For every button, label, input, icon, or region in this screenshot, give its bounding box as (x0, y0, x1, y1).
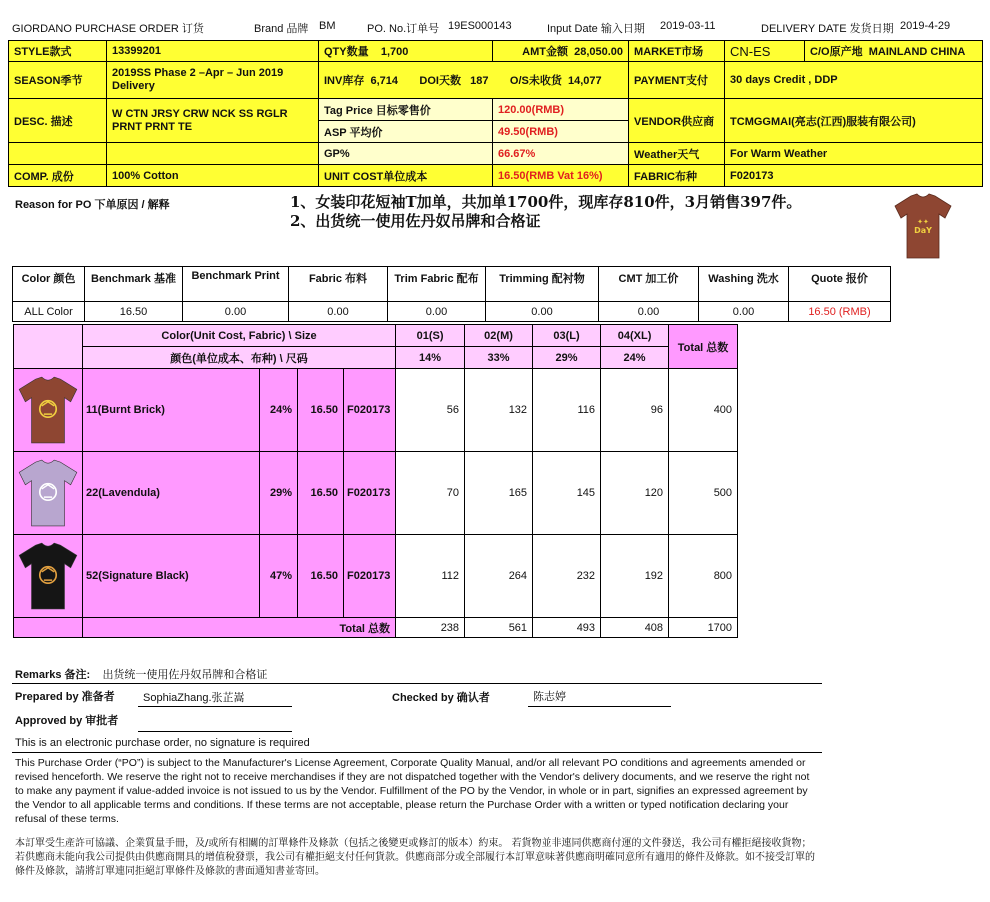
po-header (12, 20, 982, 36)
qty-xl: 192 (601, 535, 669, 618)
po-title: GIORDANO PURCHASE ORDER 订货 (12, 23, 204, 35)
remarks (15, 666, 267, 682)
color-name: 22(Lavendula) (83, 452, 260, 535)
desc-label: DESC. 描述 (9, 99, 107, 143)
qty-s: 70 (396, 452, 465, 535)
tshirt-image (16, 458, 80, 528)
terms-chinese: 本訂單受生產許可協議、企業質量手冊，及/或所有相關的訂單條件及條款（包括之後變更或修訂的版本）約束。 若貨物並非連同供應商付運的文件發送，我公司有權拒絕接收貨物；若供應商未能向我公司提供由供應商開具的增值稅發票，我公司有權拒絕支付任何貨款。供應商部分或全部履行本訂單意味著供應商明確同意所有適用的條件及條款。如不接受訂單的條件及條款，請將訂單連同拒絕訂單條件及條款的書面通知書並寄回。 (15, 838, 815, 877)
reason-notes (290, 193, 801, 231)
qty-m: 165 (465, 452, 533, 535)
season-value: 2019SS Phase 2 –Apr – Jun 2019 Delivery (107, 62, 319, 99)
input-date-label: Input Date 输入日期 (547, 23, 645, 35)
total-header: Total 总数 (669, 325, 738, 369)
fabric-value: F020173 (725, 165, 983, 187)
costing-header-2: Benchmark Print (183, 267, 289, 302)
color-row (14, 369, 738, 452)
qty-l: 116 (533, 369, 601, 452)
costing-value-7: 0.00 (699, 302, 789, 322)
delivery-date-label: DELIVERY DATE 发货日期 (761, 23, 894, 35)
inventory-cell (319, 62, 629, 99)
qty-s: 112 (396, 535, 465, 618)
season-label: SEASON季节 (9, 62, 107, 99)
qty-l: 232 (533, 535, 601, 618)
costing-header-8: Quote 报价 (789, 267, 891, 302)
size-head-line2: 颜色(单位成本、布种) \ 尺码 (83, 347, 396, 369)
checked-value: 陈志婷 (533, 691, 566, 703)
approved-signature-line (138, 731, 292, 732)
delivery-date: 2019-4-29 (900, 20, 951, 32)
divider (12, 752, 822, 753)
input-date: 2019-03-11 (660, 20, 716, 32)
brand-label: Brand 品牌 (254, 23, 309, 35)
size-name-l: 03(L) (533, 325, 601, 347)
size-pct-l: 29% (533, 347, 601, 369)
color-row (14, 535, 738, 618)
color-row (14, 452, 738, 535)
grand-total-row (14, 618, 738, 638)
costing-value-8: 16.50 (RMB) (789, 302, 891, 322)
weather-label: Weather天气 (629, 143, 725, 165)
costing-value-1: 16.50 (85, 302, 183, 322)
qty-cell (319, 41, 493, 62)
market-value: CN-ES (725, 41, 805, 62)
comp-value: 100% Cotton (107, 165, 319, 187)
size-name-m: 02(M) (465, 325, 533, 347)
origin-value: MAINLAND CHINA (868, 46, 966, 58)
doi-label: DOI天数 (419, 75, 461, 87)
qty-m: 132 (465, 369, 533, 452)
origin-label: C/O原产地 (810, 46, 863, 58)
costing-header-3: Fabric 布料 (289, 267, 388, 302)
remarks-label: Remarks 备注: (15, 669, 91, 681)
costing-value-0: ALL Color (13, 302, 85, 322)
tag-price-value: 120.00(RMB) (493, 99, 629, 121)
costing-header-5: Trimming 配衬物 (486, 267, 599, 302)
color-total: 800 (669, 535, 738, 618)
inv-value: 6,714 (370, 75, 398, 87)
color-name: 11(Burnt Brick) (83, 369, 260, 452)
payment-value: 30 days Credit , DDP (725, 62, 983, 99)
asp-label: ASP 平均价 (319, 121, 493, 143)
prepared-label: Prepared by 准备者 (15, 691, 115, 703)
costing-value-6: 0.00 (599, 302, 699, 322)
reason-label: Reason for PO 下单原因 / 解释 (15, 199, 170, 211)
costing-value-row (13, 302, 891, 322)
grand-total-l: 493 (533, 618, 601, 638)
grand-total-all: 1700 (669, 618, 738, 638)
color-fabric: F020173 (344, 452, 396, 535)
color-thumb-cell (14, 369, 83, 452)
thumb-header (14, 325, 83, 369)
po-number-label: PO. No.订单号 (367, 23, 440, 35)
desc-value: W CTN JRSY CRW NCK SS RGLR PRNT PRNT TE (107, 99, 319, 143)
unit-cost-value: 16.50(RMB Vat 16%) (493, 165, 629, 187)
grand-total-s: 238 (396, 618, 465, 638)
size-head-line1: Color(Unit Cost, Fabric) \ Size (83, 325, 396, 347)
doi-value: 187 (470, 75, 489, 87)
color-total: 400 (669, 369, 738, 452)
os-label: O/S未收货 (509, 75, 562, 87)
grand-total-xl: 408 (601, 618, 669, 638)
electronic-note: This is an electronic purchase order, no signature is required (15, 737, 310, 749)
tag-price-label: Tag Price 目标零售价 (319, 99, 493, 121)
amt-label: AMT金额 (522, 46, 568, 58)
color-fabric: F020173 (344, 369, 396, 452)
tshirt-image (893, 192, 953, 260)
empty-cell (107, 143, 319, 165)
grand-thumb-cell (14, 618, 83, 638)
size-name-s: 01(S) (396, 325, 465, 347)
comp-label: COMP. 成份 (9, 165, 107, 187)
qty-value: 1,700 (380, 46, 409, 58)
size-pct-m: 33% (465, 347, 533, 369)
size-pct-s: 14% (396, 347, 465, 369)
market-label: MARKET市场 (629, 41, 725, 62)
fabric-label: FABRIC布种 (629, 165, 725, 187)
costing-header-0: Color 颜色 (13, 267, 85, 302)
costing-header-7: Washing 洗水 (699, 267, 789, 302)
empty-cell (9, 143, 107, 165)
color-total: 500 (669, 452, 738, 535)
po-info-table (8, 40, 983, 187)
costing-value-2: 0.00 (183, 302, 289, 322)
vendor-label: VENDOR供应商 (629, 99, 725, 143)
asp-value: 49.50(RMB) (493, 121, 629, 143)
color-percent: 29% (260, 452, 298, 535)
amt-value: 28,050.00 (574, 46, 624, 58)
qty-xl: 96 (601, 369, 669, 452)
color-thumb-cell (14, 535, 83, 618)
costing-value-3: 0.00 (289, 302, 388, 322)
divider (12, 683, 822, 684)
checked-signature-line (528, 706, 671, 707)
qty-s: 56 (396, 369, 465, 452)
costing-header-6: CMT 加工价 (599, 267, 699, 302)
reason-line-1: 1、女装印花短袖T加单，共加单1700件，现库存810件，3月销售397件。 (290, 193, 802, 211)
color-percent: 24% (260, 369, 298, 452)
costing-header-1: Benchmark 基准 (85, 267, 183, 302)
size-pct-xl: 24% (601, 347, 669, 369)
inv-label: INV库存 (324, 75, 365, 87)
style-value: 13399201 (107, 41, 319, 62)
qty-xl: 120 (601, 452, 669, 535)
po-number: 19ES000143 (448, 20, 512, 32)
svg-text:DaY: DaY (914, 226, 932, 235)
costing-value-4: 0.00 (388, 302, 486, 322)
costing-header-row (13, 267, 891, 302)
reason-line-2: 2、出货统一使用佐丹奴吊牌和合格证 (290, 212, 541, 230)
approved-label: Approved by 审批者 (15, 715, 119, 727)
color-thumb-cell (14, 452, 83, 535)
color-name: 52(Signature Black) (83, 535, 260, 618)
grand-total-label: Total 总数 (83, 618, 396, 638)
gp-label: GP% (319, 143, 493, 165)
payment-label: PAYMENT支付 (629, 62, 725, 99)
remarks-value: 出货统一使用佐丹奴吊牌和合格证 (102, 669, 268, 681)
product-thumbnail (893, 192, 953, 260)
style-label: STYLE款式 (9, 41, 107, 62)
terms-english: This Purchase Order (“PO”) is subject to the Manufacturer's License Agreement, Corporate Quality Manual, and/or all relevant PO conditions and agreements amended or revised henceforth. We reserve the right not to receive merchandises if they are not dispatched together with the Vendor's delivery documents, and we reserve the right not to make any payment if value-added invoice is not issued to us by the Vendor. Fulfillment of the PO by the Vendor, in whole or in part, signifies an expressed agreement by the Vendor to all applicable terms and conditions. If these terms are not acceptable, please return the Purchase Order with a written or typed notification declaring your refusal of these terms. (15, 757, 810, 825)
gp-value: 66.67% (493, 143, 629, 165)
brand-value: BM (319, 20, 336, 32)
qty-label: QTY数量 (324, 46, 369, 58)
svg-text:✦✦: ✦✦ (917, 218, 929, 226)
checked-label: Checked by 确认者 (392, 692, 490, 704)
costing-table (12, 266, 891, 322)
color-unit-cost: 16.50 (298, 369, 344, 452)
prepared-value: SophiaZhang.张芷嵩 (143, 692, 245, 704)
costing-header-4: Trim Fabric 配布 (388, 267, 486, 302)
tshirt-image (16, 541, 80, 611)
tshirt-image (16, 375, 80, 445)
grand-total-m: 561 (465, 618, 533, 638)
qty-l: 145 (533, 452, 601, 535)
amt-cell (493, 41, 629, 62)
os-value: 14,077 (567, 75, 602, 87)
prepared-signature-line (138, 706, 292, 707)
color-percent: 47% (260, 535, 298, 618)
size-breakdown-table (13, 324, 738, 638)
color-unit-cost: 16.50 (298, 452, 344, 535)
costing-value-5: 0.00 (486, 302, 599, 322)
unit-cost-label: UNIT COST单位成本 (319, 165, 493, 187)
color-fabric: F020173 (344, 535, 396, 618)
weather-value: For Warm Weather (725, 143, 983, 165)
vendor-value: TCMGGMAI(亮志(江西)服装有限公司) (725, 99, 983, 143)
color-unit-cost: 16.50 (298, 535, 344, 618)
size-name-xl: 04(XL) (601, 325, 669, 347)
qty-m: 264 (465, 535, 533, 618)
origin-cell (805, 41, 983, 62)
